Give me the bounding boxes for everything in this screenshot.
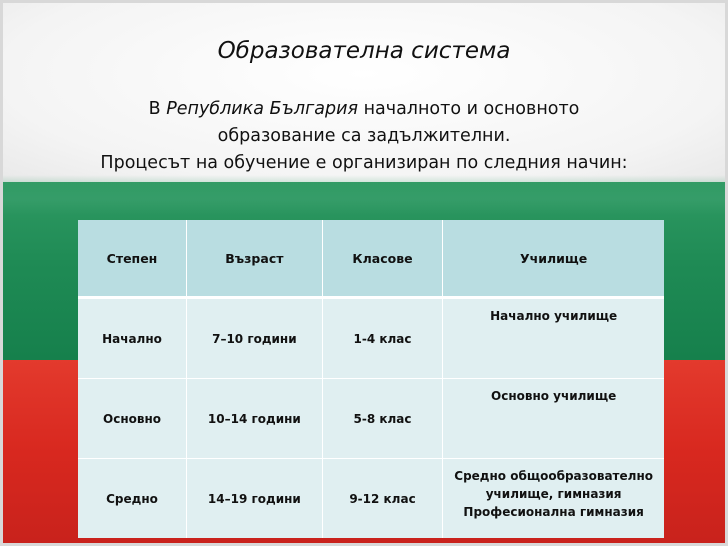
table-row: [78, 299, 664, 379]
school-line: Средно общообразователно: [454, 469, 653, 483]
header-age: Възраст: [187, 220, 323, 299]
cell-school: [443, 459, 664, 538]
cell-age: 7–10 години: [187, 299, 323, 379]
intro-country: Република България: [166, 99, 358, 119]
intro-text: [20, 96, 708, 177]
intro-line-3: Процесът на обучение е организиран по следния начин:: [100, 153, 628, 173]
cell-level: Средно: [78, 459, 187, 538]
school-line: Начално училище: [490, 309, 618, 323]
slide-title: Образователна система: [217, 38, 511, 64]
header-level: Степен: [78, 220, 187, 299]
table-header-row: [78, 220, 664, 299]
header-school: Училище: [443, 220, 664, 299]
school-line: Професионална гимназия: [463, 505, 644, 519]
cell-age: 10–14 години: [187, 379, 323, 459]
cell-age: 14–19 години: [187, 459, 323, 538]
cell-school: [443, 379, 664, 459]
table-row: [78, 459, 664, 538]
cell-grades: 5-8 клас: [323, 379, 444, 459]
cell-school: [443, 299, 664, 379]
school-line: Основно училище: [491, 389, 617, 403]
header-grades: Класове: [323, 220, 444, 299]
cell-level: Начално: [78, 299, 187, 379]
intro-line-1: [20, 96, 708, 123]
intro-prefix: В: [148, 99, 167, 119]
intro-line-2: образование са задължителни.: [217, 126, 511, 146]
cell-level: Основно: [78, 379, 187, 459]
education-table: [78, 220, 664, 538]
school-line: училище, гимназия: [485, 487, 622, 501]
intro-line-1-rest: началното и основното: [358, 99, 580, 119]
table-row: [78, 379, 664, 459]
cell-grades: 1-4 клас: [323, 299, 444, 379]
cell-grades: 9-12 клас: [323, 459, 444, 538]
